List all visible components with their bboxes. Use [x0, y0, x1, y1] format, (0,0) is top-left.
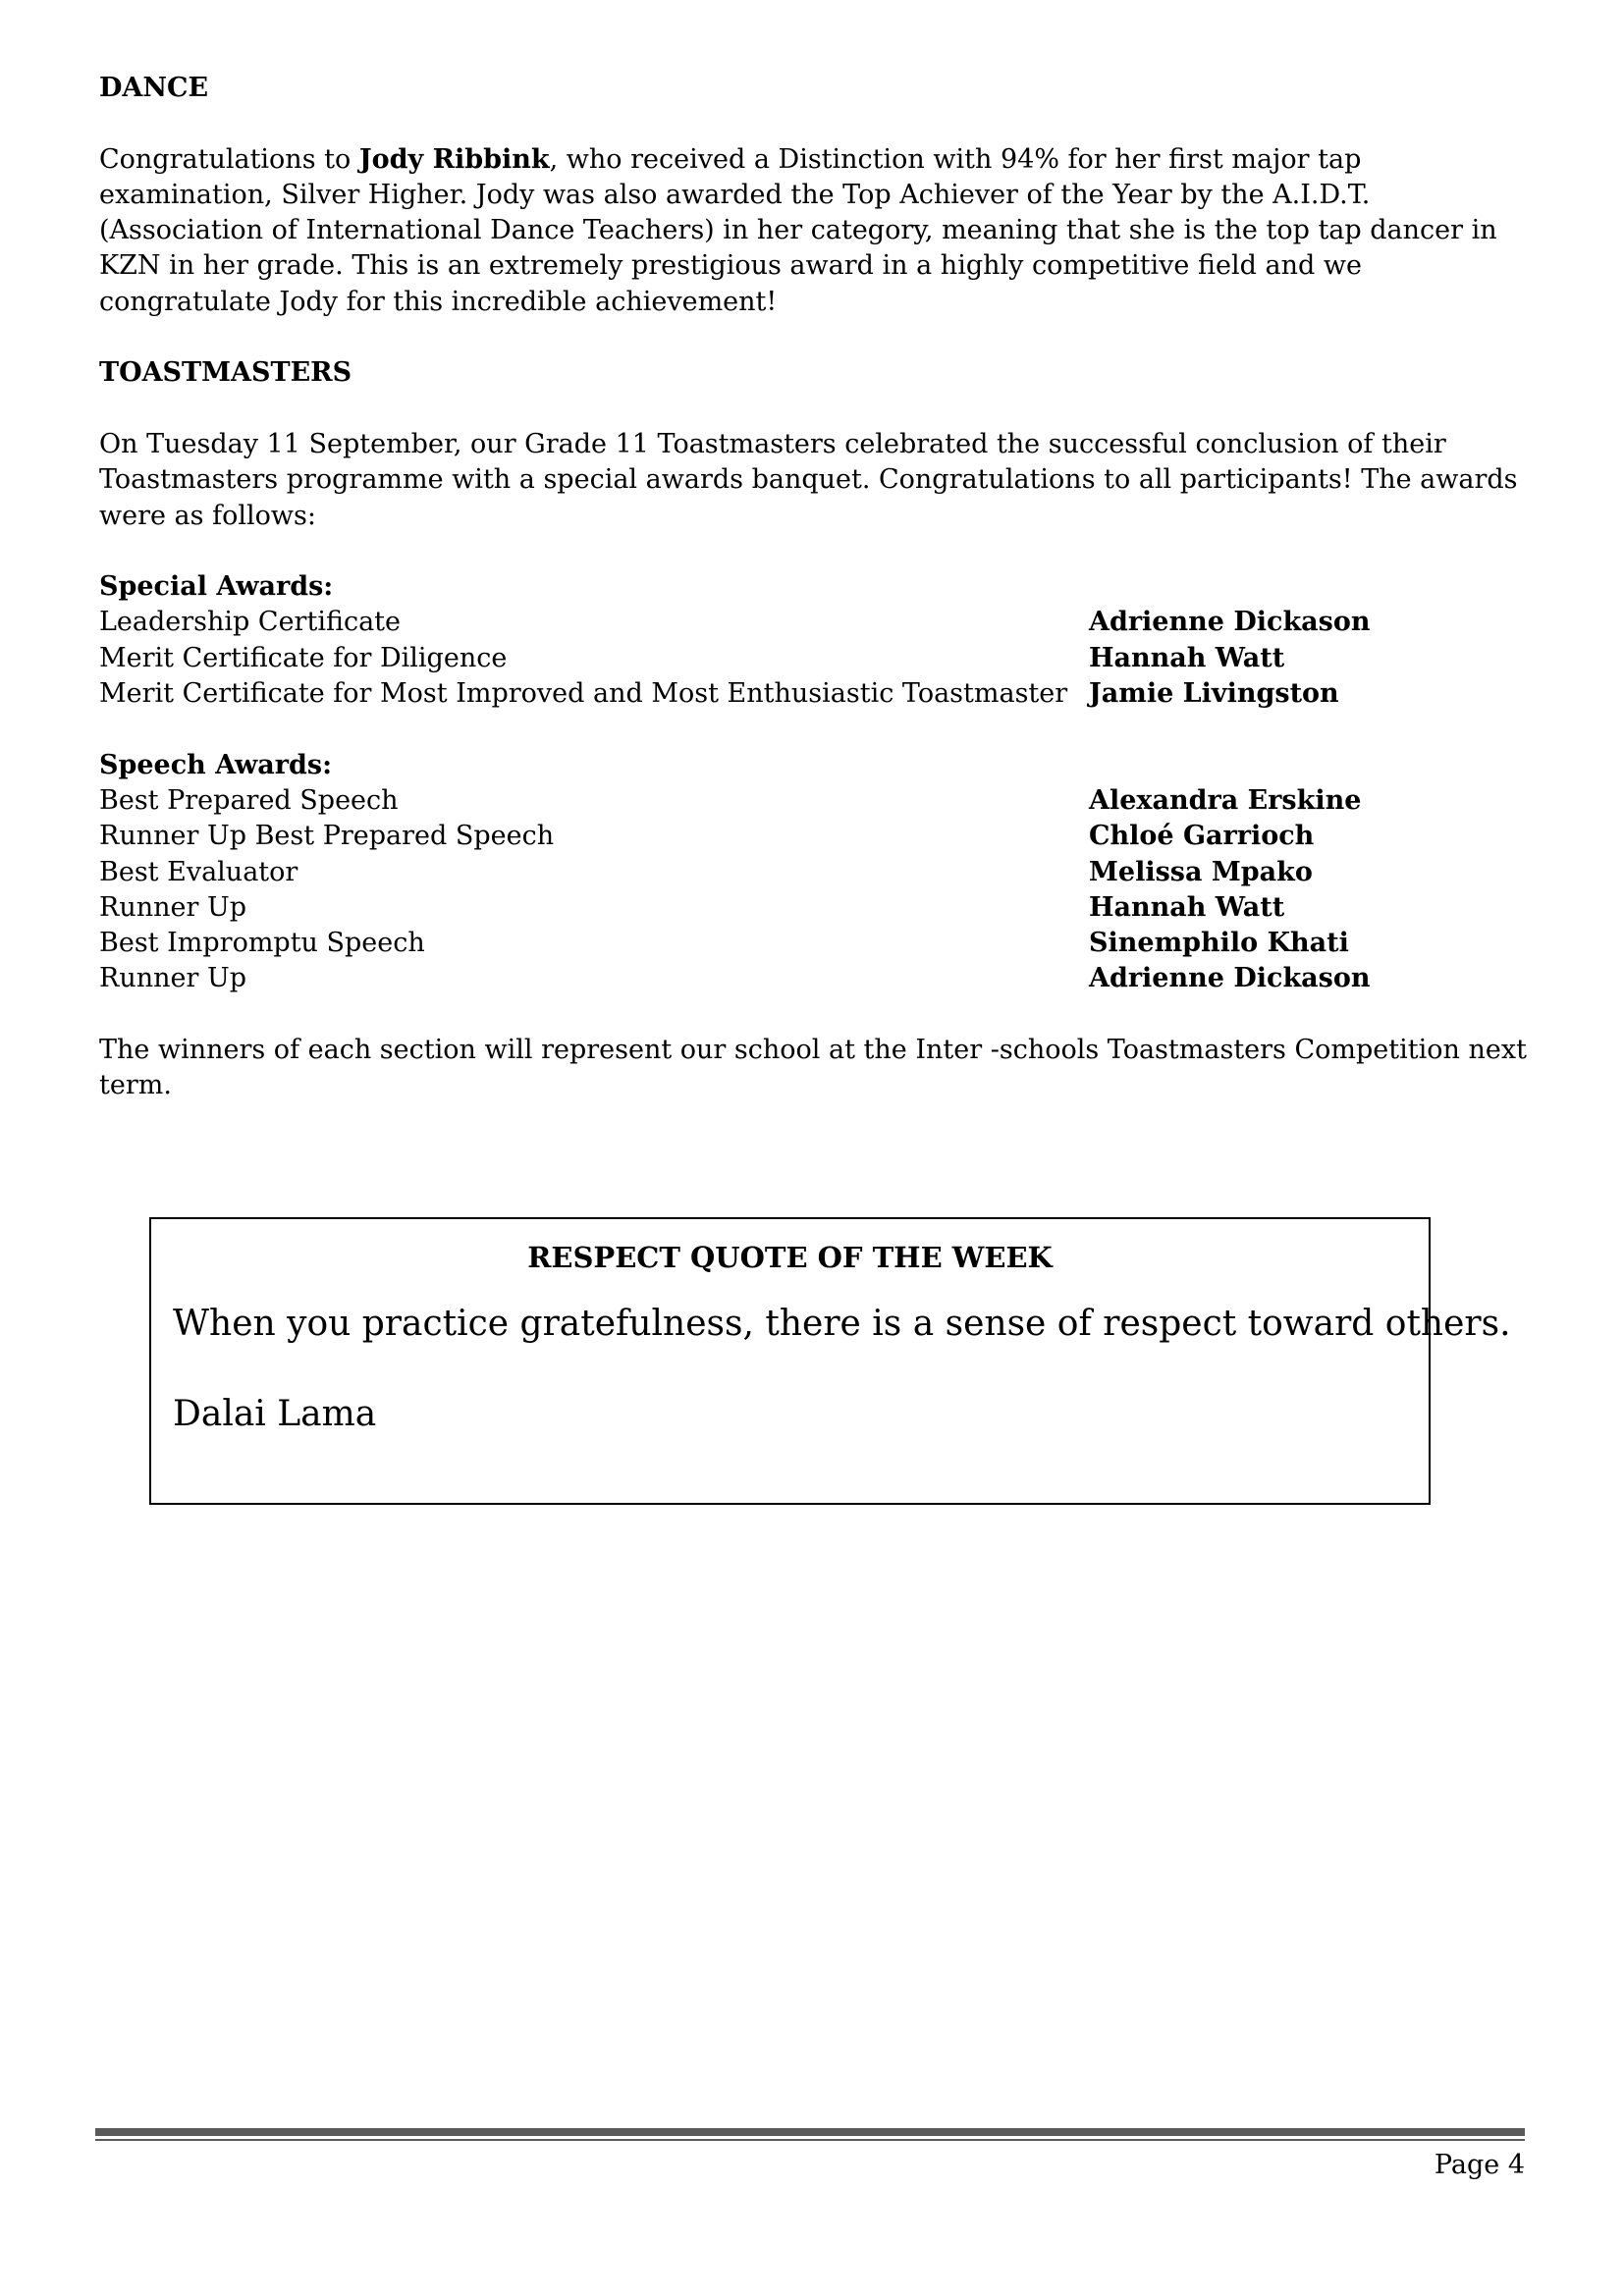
footer-rule [95, 2128, 1525, 2136]
award-label: Runner Up Best Prepared Speech [99, 821, 555, 852]
dance-paragraph-intro: Congratulations to [99, 143, 359, 175]
dance-paragraph-body: , who received a Distinction with 94% for her first major tap examination, Silver Higher. Jody was also awarded the Top Achiever of the Year by the A.I.D.T. (Association of International Dance Teachers) in her category, meaning that she is the top tap dancer in KZN in her grade. This is an extremely prestigious award in a highly competitive field and we congratulate Jody for this incredible achievement! [99, 143, 1497, 317]
toastmasters-heading: TOASTMASTERS [99, 357, 352, 389]
dance-heading: DANCE [99, 73, 209, 103]
toastmasters-intro: On Tuesday 11 September, our Grade 11 Toastmasters celebrated the successful conclusion of their Toastmasters programme with a special awards banquet. Congratulations to all participants! The awards were as follows: [99, 428, 1518, 531]
award-label: Merit Certificate for Most Improved and Most Enthusiastic Toastmaster [99, 678, 1068, 710]
award-label: Best Prepared Speech [99, 784, 399, 816]
dance-student-name: Jody Ribbink [358, 143, 550, 175]
quote-box [149, 1217, 1511, 1505]
award-winner: Jamie Livingston [1089, 678, 1339, 710]
award-row [99, 676, 1533, 712]
quote-text: When you practice gratefulness, there is a sense of respect toward others. [173, 1304, 1511, 1344]
page-number: Page 4 [1434, 2150, 1525, 2180]
award-winner: Adrienne Dickason [1089, 963, 1371, 994]
award-winner: Melissa Mpako [1089, 856, 1313, 887]
award-label: Runner Up [99, 963, 247, 994]
speech-awards-list [99, 748, 1533, 997]
speech-awards-heading: Speech Awards: [99, 749, 333, 780]
award-label: Merit Certificate for Diligence [99, 642, 508, 673]
award-row [99, 926, 1533, 961]
award-winner: Hannah Watt [1089, 642, 1285, 673]
award-row [99, 819, 1533, 854]
quote-title: RESPECT QUOTE OF THE WEEK [527, 1241, 1053, 1274]
award-row [99, 641, 1533, 676]
dance-paragraph [99, 142, 1533, 320]
award-winner: Alexandra Erskine [1089, 784, 1362, 816]
toastmasters-section [99, 355, 1533, 1103]
award-row [99, 783, 1533, 819]
quote-author: Dalai Lama [173, 1394, 377, 1434]
award-label: Runner Up [99, 891, 247, 923]
award-label: Best Impromptu Speech [99, 928, 425, 959]
special-awards-heading: Special Awards: [99, 571, 334, 603]
award-winner: Hannah Watt [1089, 891, 1285, 923]
award-row [99, 961, 1533, 996]
award-winner: Sinemphilo Khati [1089, 928, 1349, 959]
award-row [99, 890, 1533, 926]
footer-rule-thin [95, 2139, 1525, 2141]
toastmasters-closing: The winners of each section will represent our school at the Inter -schools Toastmasters Competition next term. [99, 1035, 1527, 1101]
award-winner: Adrienne Dickason [1089, 607, 1371, 638]
award-row [99, 605, 1533, 640]
award-label: Best Evaluator [99, 856, 298, 887]
page-content [99, 71, 1533, 1104]
award-label: Leadership Certificate [99, 607, 402, 638]
award-winner: Chloé Garrioch [1089, 821, 1315, 852]
special-awards-list [99, 569, 1533, 712]
award-row [99, 855, 1533, 890]
dance-section [99, 71, 1533, 320]
